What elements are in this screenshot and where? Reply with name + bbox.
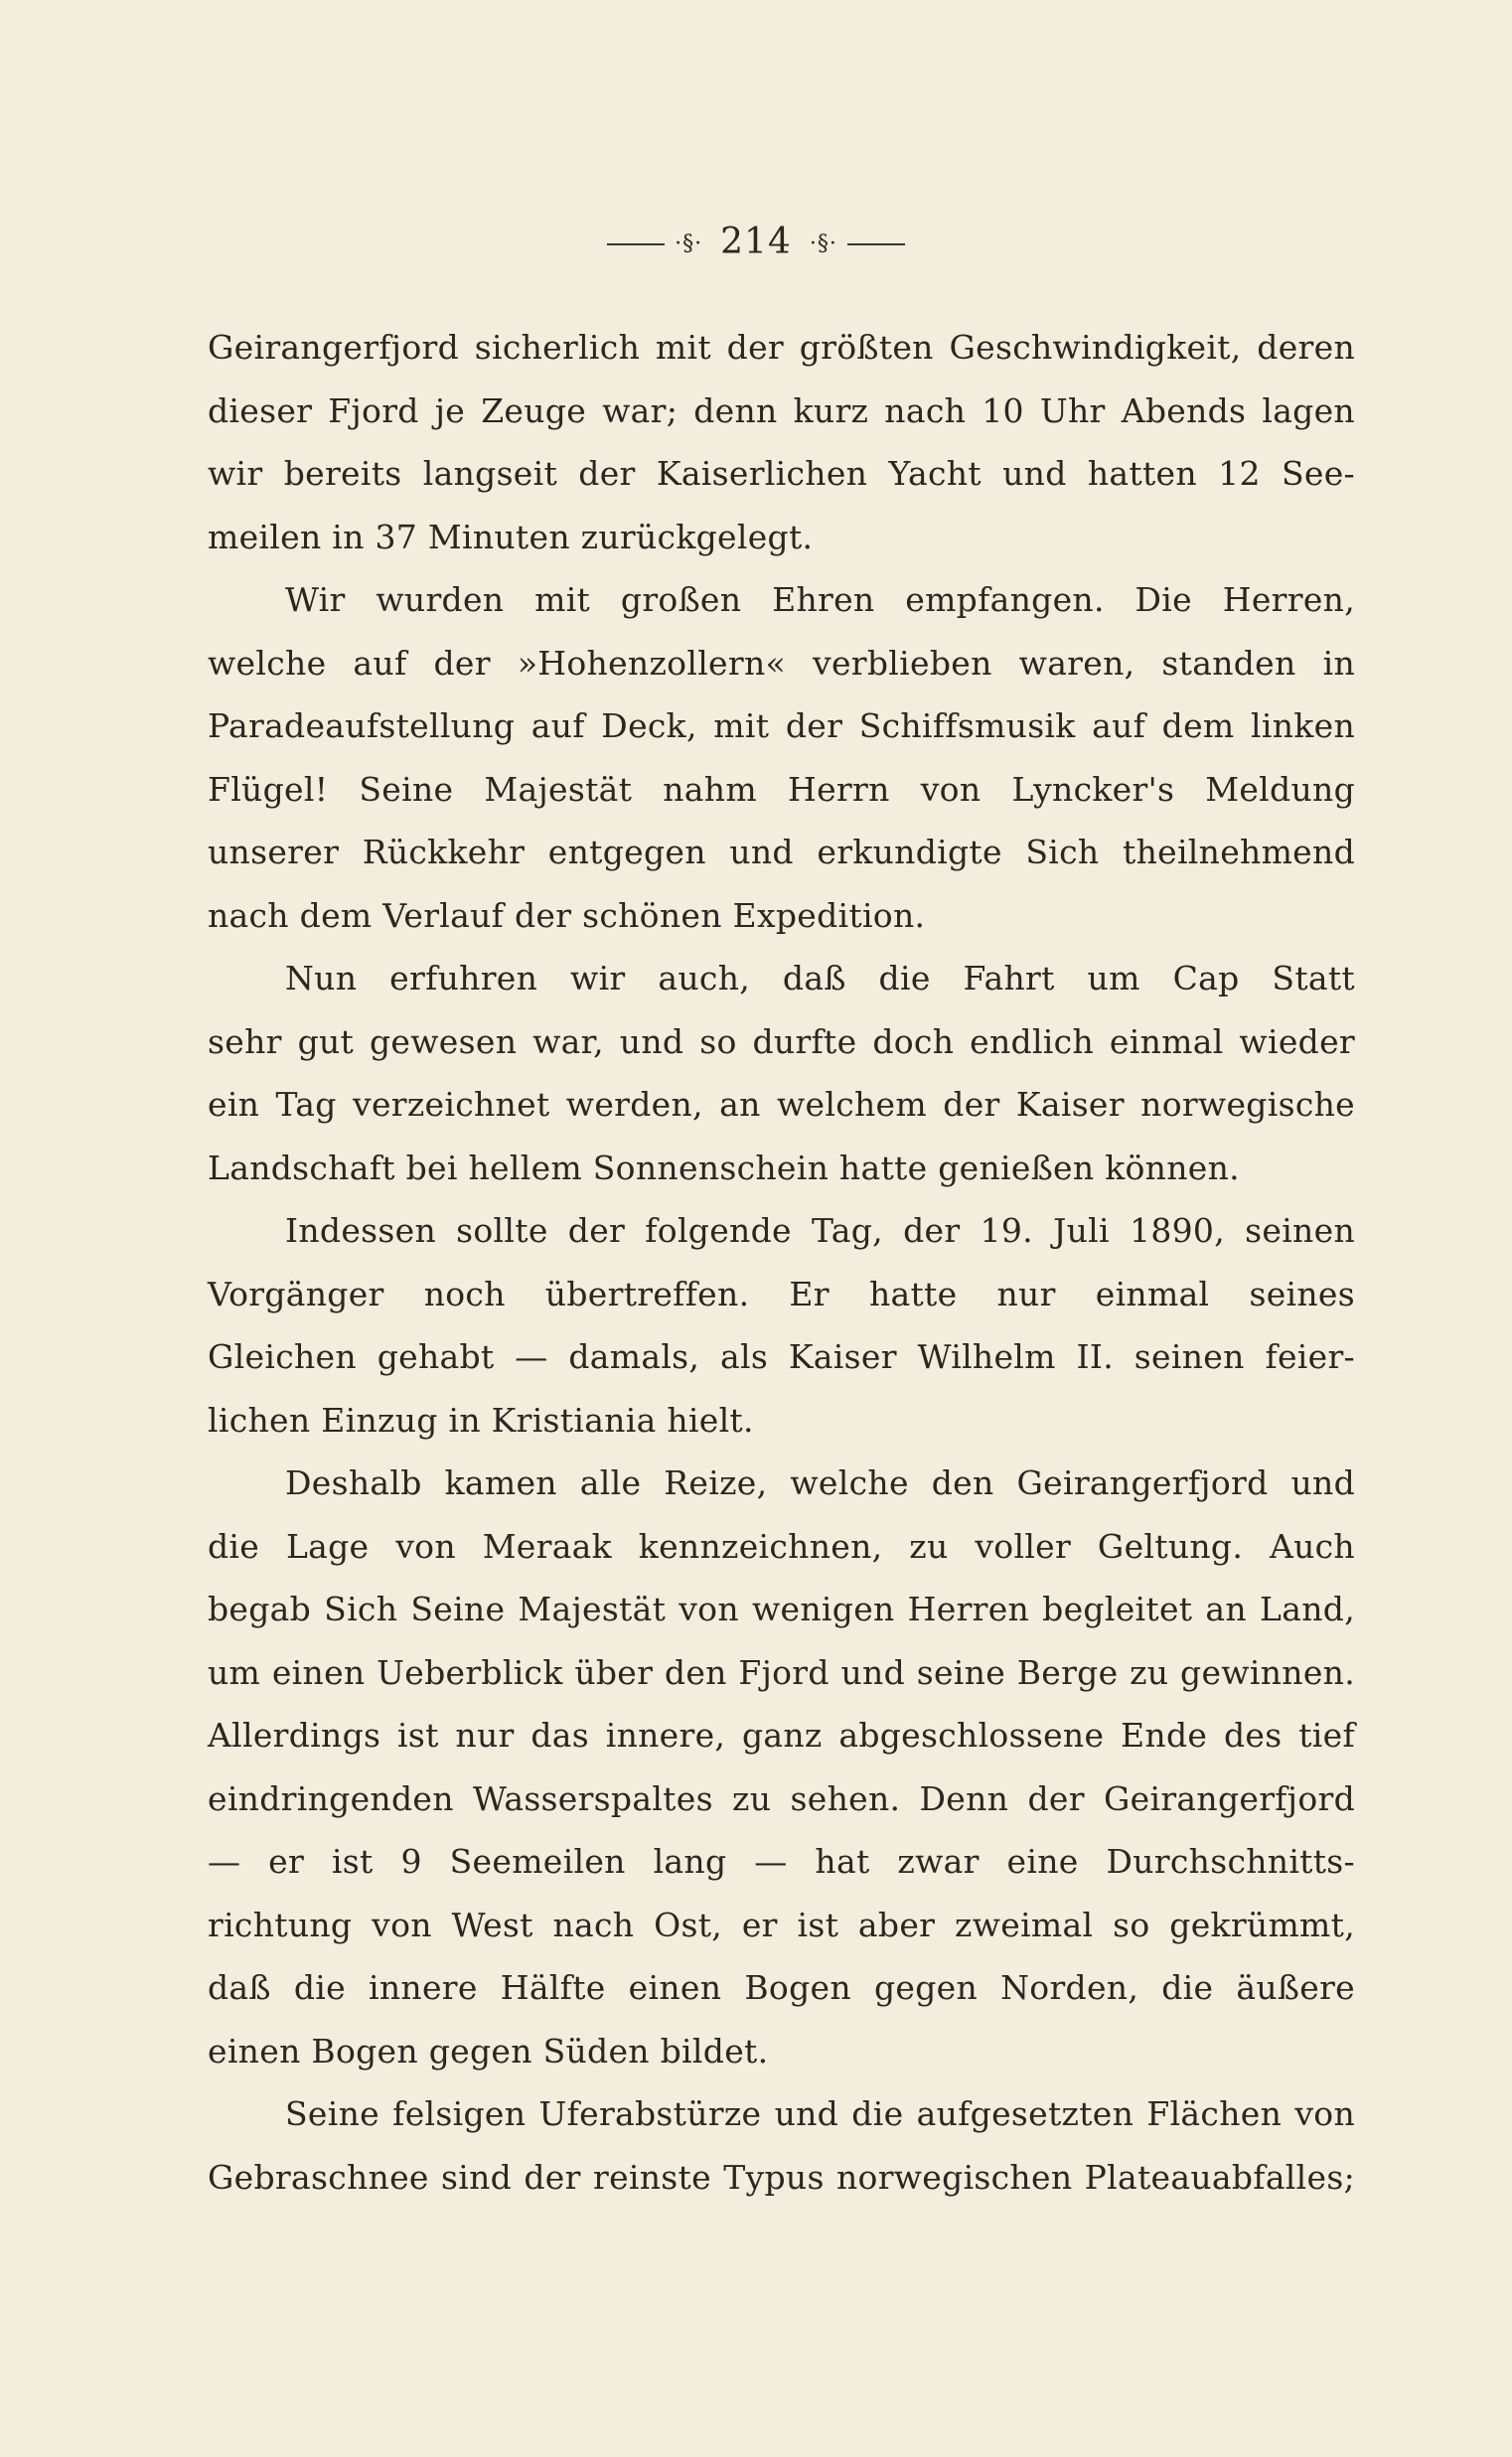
page-number: 214 [720,222,792,262]
text-line: Gebraschnee sind der reinste Typus norwegischen Plateauabfalles; [208,2157,1355,2197]
page-header [0,221,1512,266]
text-line: Gleichen gehabt — damals, als Kaiser Wilhelm II. seinen feier- [208,1337,1355,1376]
text-line: einen Bogen gegen Süden bildet. [208,2031,769,2071]
text-line: Deshalb kamen alle Reize, welche den Geirangerfjord und [285,1463,1355,1502]
text-line: meilen in 37 Minuten zurückgelegt. [208,517,814,556]
text-line: Indessen sollte der folgende Tag, der 19. Juli 1890, seinen [285,1211,1355,1250]
text-line: richtung von West nach Ost, er ist aber zweimal so gekrümmt, [208,1905,1355,1944]
text-line: Allerdings ist nur das innere, ganz abgeschlossene Ende des tief [208,1716,1355,1755]
text-line: die Lage von Meraak kennzeichnen, zu voller Geltung. Auch [208,1526,1355,1566]
text-line: lichen Einzug in Kristiania hielt. [208,1400,754,1440]
text-line: Vorgänger noch übertreffen. Er hatte nur einmal seines [208,1274,1355,1313]
text-line: Nun erfuhren wir auch, daß die Fahrt um Cap Statt [285,959,1355,998]
text-line: wir bereits langseit der Kaiserlichen Yacht und hatten 12 See- [208,454,1355,493]
text-line: dieser Fjord je Zeuge war; denn kurz nach 10 Uhr Abends lagen [208,390,1355,430]
text-line: sehr gut gewesen war, und so durfte doch endlich einmal wieder [208,1021,1355,1061]
text-line: Geirangerfjord sicherlich mit der größten Geschwindigkeit, deren [208,328,1355,367]
text-line: — er ist 9 Seemeilen lang — hat zwar eine Durchschnitts- [208,1842,1355,1881]
header-rule-left [607,243,665,245]
text-line: Wir wurden mit großen Ehren empfangen. Die Herren, [285,580,1355,619]
text-line: Paradeaufstellung auf Deck, mit der Schiffsmusik auf dem linken [208,706,1355,745]
text-line: begab Sich Seine Majestät von wenigen Herren begleitet an Land, [208,1590,1355,1628]
header-ornament-left: ·§· [675,231,703,256]
text-line: nach dem Verlauf der schönen Expedition. [208,895,926,935]
text-line: Seine felsigen Uferabstürze und die aufgesetzten Flächen von [285,2094,1355,2133]
text-line: eindringenden Wasserspaltes zu sehen. Denn der Geirangerfjord [208,1778,1355,1818]
text-line: unserer Rückkehr entgegen und erkundigte Sich theilnehmend [208,833,1355,871]
page-body-text [208,316,1355,2209]
text-line: welche auf der »Hohenzollern« verblieben waren, standen in [208,643,1355,683]
text-line: Flügel! Seine Majestät nahm Herrn von Lyncker's Meldung [208,769,1355,809]
text-line: Landschaft bei hellem Sonnenschein hatte genießen können. [208,1148,1240,1187]
text-line: daß die innere Hälfte einen Bogen gegen Norden, die äußere [208,1968,1355,2007]
header-rule-right [847,243,905,245]
text-line: um einen Ueberblick über den Fjord und seine Berge zu gewinnen. [208,1652,1355,1692]
text-line: ein Tag verzeichnet werden, an welchem der Kaiser norwegische [208,1085,1355,1124]
header-ornament-right: ·§· [809,231,837,256]
